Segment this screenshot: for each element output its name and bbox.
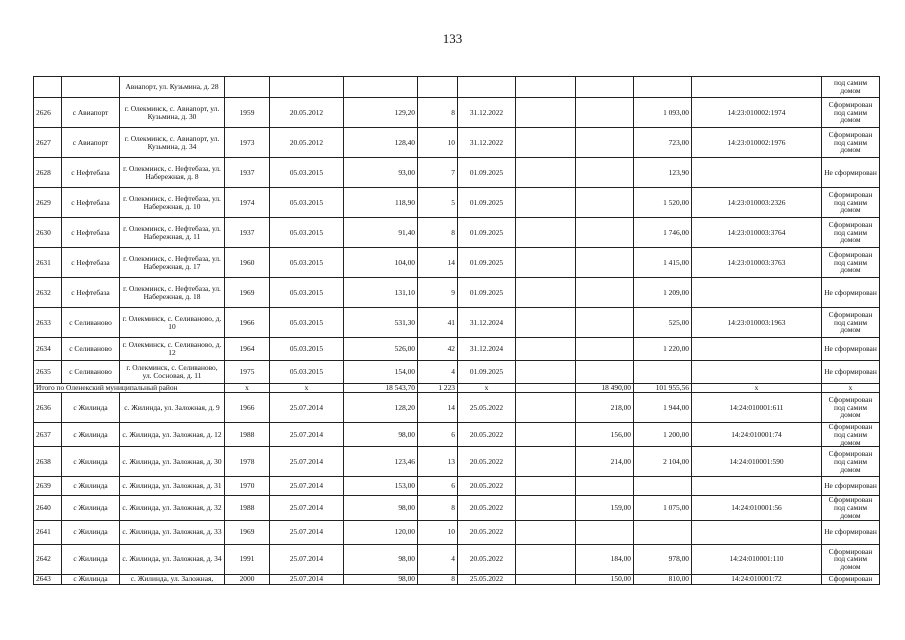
cell-recognition-date: 25.07.2014 <box>270 574 344 584</box>
cell-recognition-date: 05.03.2015 <box>270 218 344 248</box>
cell-cost-e <box>516 218 576 248</box>
cell-area: 93,00 <box>344 158 418 188</box>
cell-residents: 7 <box>418 158 458 188</box>
cell-land-status: Сформирован под самим домом <box>822 188 880 218</box>
cell-cost-e <box>516 393 576 423</box>
cell-address: с. Жилинда, ул. Заложная, д. 33 <box>120 520 225 544</box>
cell-cadastral-number: 14:23:010003:3764 <box>692 218 822 248</box>
table-row <box>34 158 880 188</box>
cell-locality: с Нефтебаза <box>62 188 120 218</box>
summary-row <box>34 384 880 393</box>
cell-land-status: Не сформирован <box>822 477 880 496</box>
registry-summary <box>34 384 880 393</box>
cell-recognition-date: 05.03.2015 <box>270 188 344 218</box>
cell-total-cost <box>634 77 692 98</box>
cell-resettlement-deadline: 01.09.2025 <box>458 361 516 384</box>
cell-recognition-date: 05.03.2015 <box>270 338 344 361</box>
cell-cost-f <box>576 98 634 128</box>
cell-build-year: 1970 <box>225 477 270 496</box>
cell-land-status: Сформирован под самим домом <box>822 496 880 520</box>
cell-cost-e <box>516 158 576 188</box>
cell-locality: с Жилинда <box>62 393 120 423</box>
cell-cadastral-number: 14:24:010001:611 <box>692 393 822 423</box>
cell-resettlement-deadline: 01.09.2025 <box>458 218 516 248</box>
cell-locality: с Селиваново <box>62 361 120 384</box>
cell-row-number: 2629 <box>34 188 62 218</box>
cell-resettlement-deadline: 31.12.2024 <box>458 338 516 361</box>
cell-resettlement-deadline: 20.05.2022 <box>458 423 516 447</box>
cell-cadastral-number: 14:23:010002:1974 <box>692 98 822 128</box>
cell-area: 153,00 <box>344 477 418 496</box>
cell-build-year: 1969 <box>225 520 270 544</box>
page-number: 133 <box>442 31 463 46</box>
cell-row-number: 2643 <box>34 574 62 584</box>
cell-row-number: 2631 <box>34 248 62 278</box>
cell-row-number: 2639 <box>34 477 62 496</box>
cell-build-year: 1975 <box>225 361 270 384</box>
cell-area: 154,00 <box>344 361 418 384</box>
summary-status: x <box>822 384 880 393</box>
cell-build-year: 1937 <box>225 218 270 248</box>
cell-cadastral-number <box>692 158 822 188</box>
cell-locality: с Нефтебаза <box>62 278 120 308</box>
cell-recognition-date: 05.03.2015 <box>270 361 344 384</box>
cell-cost-e <box>516 188 576 218</box>
cell-land-status: Сформирован под самим домом <box>822 423 880 447</box>
cell-cost-f <box>576 338 634 361</box>
cell-cost-f <box>576 218 634 248</box>
table-row <box>34 218 880 248</box>
cell-cadastral-number: 14:23:010002:1976 <box>692 128 822 158</box>
cell-cost-e <box>516 477 576 496</box>
cell-cost-e <box>516 520 576 544</box>
cell-residents: 6 <box>418 477 458 496</box>
cell-row-number: 2628 <box>34 158 62 188</box>
cell-area: 531,30 <box>344 308 418 338</box>
cell-row-number: 2636 <box>34 393 62 423</box>
cell-cost-e <box>516 361 576 384</box>
cell-total-cost: 1 093,00 <box>634 98 692 128</box>
cell-recognition-date: 05.03.2015 <box>270 308 344 338</box>
cell-row-number: 2637 <box>34 423 62 447</box>
cell-address: г. Олекминск, с. Авиапорт, ул. Кузьмина, д. 30 <box>120 98 225 128</box>
cell-cadastral-number <box>692 278 822 308</box>
cell-total-cost: 1 075,00 <box>634 496 692 520</box>
cell-residents: 10 <box>418 520 458 544</box>
cell-cadastral-number: 14:24:010001:74 <box>692 423 822 447</box>
cell-cost-e <box>516 423 576 447</box>
cell-recognition-date: 25.07.2014 <box>270 520 344 544</box>
cell-address: Авиапорт, ул. Кузьмина, д. 28 <box>120 77 225 98</box>
table-row <box>34 77 880 98</box>
cell-build-year: 1988 <box>225 496 270 520</box>
cell-residents: 14 <box>418 248 458 278</box>
table-row <box>34 520 880 544</box>
cell-cadastral-number <box>692 77 822 98</box>
cell-residents: 13 <box>418 447 458 477</box>
cell-cost-f <box>576 477 634 496</box>
cell-address: г. Олекминск, с. Нефтебаза, ул. Набережная, д. 10 <box>120 188 225 218</box>
cell-land-status: Не сформирован <box>822 520 880 544</box>
cell-build-year <box>225 77 270 98</box>
cell-locality: с Жилинда <box>62 574 120 584</box>
cell-row-number <box>34 77 62 98</box>
cell-locality: с Нефтебаза <box>62 218 120 248</box>
table-row <box>34 393 880 423</box>
table-row <box>34 423 880 447</box>
cell-land-status: Не сформирован <box>822 361 880 384</box>
cell-build-year: 1973 <box>225 128 270 158</box>
cell-locality: с Жилинда <box>62 520 120 544</box>
cell-area: 123,46 <box>344 447 418 477</box>
cell-row-number: 2630 <box>34 218 62 248</box>
table-row <box>34 477 880 496</box>
cell-cadastral-number: 14:23:010003:2326 <box>692 188 822 218</box>
cell-row-number: 2626 <box>34 98 62 128</box>
cell-cost-e <box>516 128 576 158</box>
cell-land-status: Сформирован под самим домом <box>822 128 880 158</box>
cell-cost-f <box>576 188 634 218</box>
cell-cost-e <box>516 447 576 477</box>
cell-row-number: 2642 <box>34 544 62 574</box>
cell-build-year: 1978 <box>225 447 270 477</box>
cell-total-cost: 2 104,00 <box>634 447 692 477</box>
table-row <box>34 248 880 278</box>
cell-resettlement-deadline: 20.05.2022 <box>458 447 516 477</box>
summary-cost-e <box>516 384 576 393</box>
cell-residents: 4 <box>418 361 458 384</box>
cell-resettlement-deadline: 20.05.2022 <box>458 520 516 544</box>
cell-resettlement-deadline: 20.05.2022 <box>458 496 516 520</box>
cell-total-cost: 1 200,00 <box>634 423 692 447</box>
cell-land-status: Не сформирован <box>822 158 880 188</box>
cell-cost-f: 159,00 <box>576 496 634 520</box>
cell-row-number: 2633 <box>34 308 62 338</box>
cell-recognition-date: 20.05.2012 <box>270 98 344 128</box>
cell-land-status: Сформирован под самим домом <box>822 393 880 423</box>
cell-cost-e <box>516 544 576 574</box>
cell-area: 526,00 <box>344 338 418 361</box>
cell-area: 128,40 <box>344 128 418 158</box>
cell-land-status: Сформирован под самим домом <box>822 218 880 248</box>
cell-residents: 8 <box>418 496 458 520</box>
summary-cadastral: x <box>692 384 822 393</box>
cell-land-status: Сформирован под самим домом <box>822 544 880 574</box>
cell-residents <box>418 77 458 98</box>
cell-recognition-date: 25.07.2014 <box>270 393 344 423</box>
cell-locality: с Жилинда <box>62 544 120 574</box>
cell-cadastral-number: 14:24:010001:590 <box>692 447 822 477</box>
cell-recognition-date: 20.05.2012 <box>270 128 344 158</box>
cell-cadastral-number <box>692 520 822 544</box>
cell-locality: с Селиваново <box>62 308 120 338</box>
cell-cost-e <box>516 338 576 361</box>
cell-land-status: под самим домом <box>822 77 880 98</box>
cell-total-cost <box>634 361 692 384</box>
table-row <box>34 496 880 520</box>
summary-residents: 1 223 <box>418 384 458 393</box>
cell-locality <box>62 77 120 98</box>
cell-cost-f <box>576 77 634 98</box>
cell-address: с. Жилинда, ул. Заложная, <box>120 574 225 584</box>
table-row <box>34 278 880 308</box>
cell-residents: 5 <box>418 188 458 218</box>
cell-resettlement-deadline: 31.12.2022 <box>458 98 516 128</box>
table-row <box>34 98 880 128</box>
cell-cost-e <box>516 496 576 520</box>
cell-land-status: Сформирован под самим домом <box>822 98 880 128</box>
cell-residents: 10 <box>418 128 458 158</box>
registry-body-top <box>34 77 880 384</box>
table-row <box>34 447 880 477</box>
cell-cadastral-number <box>692 361 822 384</box>
cell-resettlement-deadline: 25.05.2022 <box>458 393 516 423</box>
cell-total-cost: 1 746,00 <box>634 218 692 248</box>
cell-address: г. Олекминск, с. Селиваново, ул. Сосновая, д. 11 <box>120 361 225 384</box>
table-row <box>34 361 880 384</box>
table-row <box>34 128 880 158</box>
cell-residents: 6 <box>418 423 458 447</box>
cell-resettlement-deadline: 31.12.2024 <box>458 308 516 338</box>
cell-cost-f <box>576 278 634 308</box>
cell-locality: с Жилинда <box>62 447 120 477</box>
summary-total: 101 955,56 <box>634 384 692 393</box>
cell-total-cost: 1 220,00 <box>634 338 692 361</box>
cell-build-year: 1966 <box>225 393 270 423</box>
cell-area: 91,40 <box>344 218 418 248</box>
cell-address: г. Олекминск, с. Нефтебаза, ул. Набережная, д. 17 <box>120 248 225 278</box>
cell-build-year: 1966 <box>225 308 270 338</box>
cell-recognition-date: 05.03.2015 <box>270 278 344 308</box>
summary-year: x <box>225 384 270 393</box>
cell-total-cost: 123,90 <box>634 158 692 188</box>
cell-area: 129,20 <box>344 98 418 128</box>
registry-body-bottom <box>34 393 880 585</box>
cell-cadastral-number: 14:23:010003:1963 <box>692 308 822 338</box>
cell-address: с. Жилинда, ул. Заложная, д. 30 <box>120 447 225 477</box>
cell-address: г. Олекминск, с. Авиапорт, ул. Кузьмина, д. 34 <box>120 128 225 158</box>
cell-cost-f: 214,00 <box>576 447 634 477</box>
cell-land-status: Сформирован под самим домом <box>822 308 880 338</box>
cell-cadastral-number <box>692 338 822 361</box>
cell-locality: с Нефтебаза <box>62 158 120 188</box>
cell-resettlement-deadline: 01.09.2025 <box>458 248 516 278</box>
cell-area: 98,00 <box>344 574 418 584</box>
summary-label: Итого по Оленекский муниципальный район <box>34 384 225 393</box>
cell-build-year: 1960 <box>225 248 270 278</box>
cell-total-cost: 1 944,00 <box>634 393 692 423</box>
cell-build-year: 1988 <box>225 423 270 447</box>
cell-total-cost: 978,00 <box>634 544 692 574</box>
summary-area: 18 543,70 <box>344 384 418 393</box>
cell-cost-f: 150,00 <box>576 574 634 584</box>
cell-cost-f <box>576 248 634 278</box>
cell-area: 118,90 <box>344 188 418 218</box>
cell-recognition-date: 05.03.2015 <box>270 158 344 188</box>
cell-land-status: Сформирован под самим домом <box>822 447 880 477</box>
cell-area: 104,00 <box>344 248 418 278</box>
cell-address: г. Олекминск, с. Нефтебаза, ул. Набережная, д. 18 <box>120 278 225 308</box>
cell-resettlement-deadline: 01.09.2025 <box>458 188 516 218</box>
cell-resettlement-deadline: 31.12.2022 <box>458 128 516 158</box>
cell-locality: с Авиапорт <box>62 98 120 128</box>
cell-cadastral-number: 14:24:010001:56 <box>692 496 822 520</box>
cell-recognition-date: 05.03.2015 <box>270 248 344 278</box>
cell-recognition-date: 25.07.2014 <box>270 423 344 447</box>
cell-row-number: 2641 <box>34 520 62 544</box>
cell-recognition-date: 25.07.2014 <box>270 447 344 477</box>
cell-land-status: Не сформирован <box>822 278 880 308</box>
cell-recognition-date: 25.07.2014 <box>270 544 344 574</box>
cell-land-status: Сформирован под самим домом <box>822 248 880 278</box>
cell-address: г. Олекминск, с. Селиваново, д. 12 <box>120 338 225 361</box>
cell-cost-e <box>516 574 576 584</box>
cell-address: с. Жилинда, ул. Заложная, д. 32 <box>120 496 225 520</box>
cell-total-cost: 1 415,00 <box>634 248 692 278</box>
cell-resettlement-deadline: 25.05.2022 <box>458 574 516 584</box>
cell-address: с. Жилинда, ул. Заложная, д. 34 <box>120 544 225 574</box>
cell-build-year: 1969 <box>225 278 270 308</box>
cell-address: г. Олекминск, с. Селиваново, д. 10 <box>120 308 225 338</box>
cell-cadastral-number <box>692 477 822 496</box>
cell-total-cost: 810,00 <box>634 574 692 584</box>
cell-area: 131,10 <box>344 278 418 308</box>
cell-locality: с Жилинда <box>62 496 120 520</box>
cell-build-year: 1974 <box>225 188 270 218</box>
cell-area: 98,00 <box>344 496 418 520</box>
summary-date: x <box>270 384 344 393</box>
cell-residents: 4 <box>418 544 458 574</box>
cell-residents: 8 <box>418 98 458 128</box>
cell-total-cost: 525,00 <box>634 308 692 338</box>
cell-row-number: 2632 <box>34 278 62 308</box>
cell-land-status: Не сформирован <box>822 338 880 361</box>
cell-resettlement-deadline: 20.05.2022 <box>458 477 516 496</box>
table-row <box>34 308 880 338</box>
cell-recognition-date <box>270 77 344 98</box>
cell-cadastral-number: 14:23:010003:3763 <box>692 248 822 278</box>
cell-address: г. Олекминск, с. Нефтебаза, ул. Набережная, д. 11 <box>120 218 225 248</box>
cell-address: с. Жилинда, ул. Заложная, д. 12 <box>120 423 225 447</box>
cell-cadastral-number: 14:24:010001:110 <box>692 544 822 574</box>
cell-recognition-date: 25.07.2014 <box>270 477 344 496</box>
cell-residents: 14 <box>418 393 458 423</box>
cell-cost-f <box>576 158 634 188</box>
cell-row-number: 2627 <box>34 128 62 158</box>
cell-cost-e <box>516 77 576 98</box>
cell-area: 98,00 <box>344 544 418 574</box>
table-row <box>34 544 880 574</box>
table-row <box>34 574 880 584</box>
cell-build-year: 1959 <box>225 98 270 128</box>
cell-cadastral-number: 14:24:010001:72 <box>692 574 822 584</box>
cell-locality: с Селиваново <box>62 338 120 361</box>
cell-total-cost <box>634 477 692 496</box>
cell-cost-f <box>576 520 634 544</box>
cell-residents: 41 <box>418 308 458 338</box>
cell-residents: 8 <box>418 574 458 584</box>
cell-total-cost <box>634 520 692 544</box>
cell-build-year: 2000 <box>225 574 270 584</box>
cell-build-year: 1964 <box>225 338 270 361</box>
cell-row-number: 2635 <box>34 361 62 384</box>
cell-build-year: 1937 <box>225 158 270 188</box>
cell-area: 120,00 <box>344 520 418 544</box>
cell-resettlement-deadline: 01.09.2025 <box>458 278 516 308</box>
table-row <box>34 188 880 218</box>
cell-address: г. Олекминск, с. Нефтебаза, ул. Набережная, д. 8 <box>120 158 225 188</box>
cell-build-year: 1991 <box>225 544 270 574</box>
cell-resettlement-deadline: 01.09.2025 <box>458 158 516 188</box>
cell-total-cost: 723,00 <box>634 128 692 158</box>
cell-cost-f: 184,00 <box>576 544 634 574</box>
cell-area: 128,20 <box>344 393 418 423</box>
cell-cost-f <box>576 308 634 338</box>
cell-land-status: Сформирован <box>822 574 880 584</box>
cell-locality: с Авиапорт <box>62 128 120 158</box>
cell-cost-e <box>516 248 576 278</box>
cell-row-number: 2638 <box>34 447 62 477</box>
housing-registry-table <box>33 76 880 585</box>
cell-cost-e <box>516 278 576 308</box>
table-row <box>34 338 880 361</box>
cell-locality: с Нефтебаза <box>62 248 120 278</box>
summary-deadline: x <box>458 384 516 393</box>
cell-area: 98,00 <box>344 423 418 447</box>
cell-residents: 42 <box>418 338 458 361</box>
cell-row-number: 2640 <box>34 496 62 520</box>
cell-address: с. Жилинда, ул. Заложная, д. 31 <box>120 477 225 496</box>
cell-cost-f: 156,00 <box>576 423 634 447</box>
cell-cost-f <box>576 361 634 384</box>
cell-row-number: 2634 <box>34 338 62 361</box>
cell-residents: 8 <box>418 218 458 248</box>
cell-total-cost: 1 209,00 <box>634 278 692 308</box>
cell-cost-e <box>516 98 576 128</box>
cell-total-cost: 1 520,00 <box>634 188 692 218</box>
summary-cost-f: 18 490,00 <box>576 384 634 393</box>
cell-residents: 9 <box>418 278 458 308</box>
cell-resettlement-deadline <box>458 77 516 98</box>
cell-area <box>344 77 418 98</box>
cell-cost-f: 218,00 <box>576 393 634 423</box>
cell-recognition-date: 25.07.2014 <box>270 496 344 520</box>
cell-resettlement-deadline: 20.05.2022 <box>458 544 516 574</box>
cell-locality: с Жилинда <box>62 423 120 447</box>
cell-address: с. Жилинда, ул. Заложная, д. 9 <box>120 393 225 423</box>
cell-locality: с Жилинда <box>62 477 120 496</box>
cell-cost-e <box>516 308 576 338</box>
cell-cost-f <box>576 128 634 158</box>
